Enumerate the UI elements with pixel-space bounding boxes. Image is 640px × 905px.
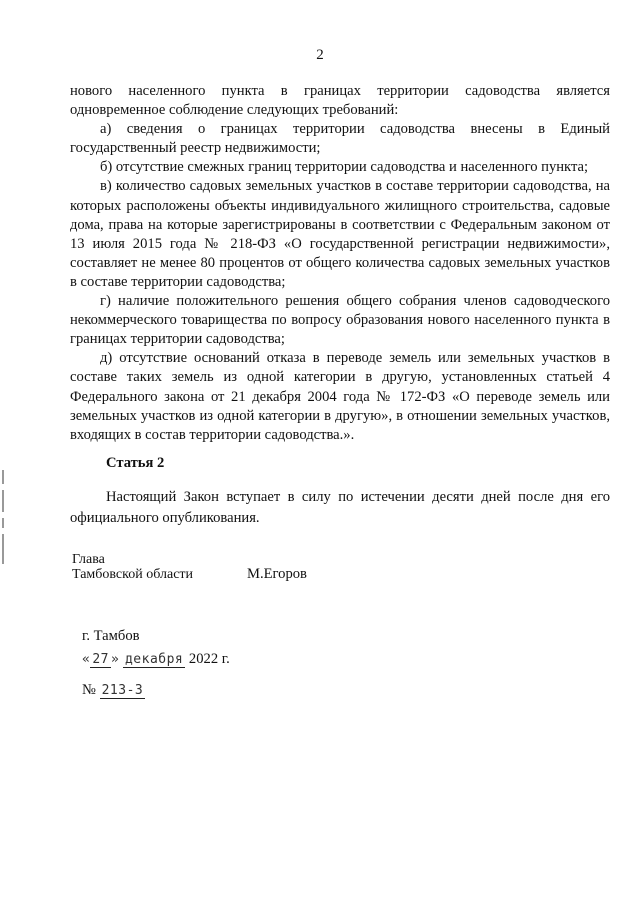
law-number-line bbox=[82, 682, 145, 699]
page-number: 2 bbox=[316, 47, 324, 63]
paragraph-item-a: а) сведения о границах территории садоводства внесены в Единый государственный реестр недвижимости; bbox=[70, 121, 610, 157]
date-year: 2022 г. bbox=[188, 651, 230, 667]
signatory-title: Глава bbox=[72, 552, 105, 567]
signatory-name: М.Егоров bbox=[247, 566, 307, 582]
paragraph-item-d: д) отсутствие оснований отказа в переводе земель или земельных участков в составе таких земель из одной категории в другую, установленных статьей 4 Федерального закона от 21 декабря 2004 года № 172-ФЗ «О переводе земель или земельных участков из одной категории в другую», в отношении земельных участков, входящих в состав территории садоводства.». bbox=[70, 350, 610, 443]
law-body-text bbox=[70, 82, 610, 445]
date-close-quote: » bbox=[110, 652, 120, 667]
date-month: декабря bbox=[124, 652, 184, 667]
signatory-region: Тамбовской области bbox=[72, 567, 194, 582]
article-text: Настоящий Закон вступает в силу по истечении десяти дней после дня его официального опубликования. bbox=[70, 489, 610, 526]
law-number: 213-З bbox=[101, 683, 144, 698]
date-day: 27 bbox=[92, 652, 109, 667]
paragraph-item-g: г) наличие положительного решения общего собрания членов садоводческого некоммерческого товарищества по вопросу образования нового населенного пункта в границах территории садоводства; bbox=[70, 293, 610, 348]
date-open-quote: « bbox=[82, 652, 91, 667]
paragraph-intro: нового населенного пункта в границах территории садоводства является одновременное соблюдение следующих требований: bbox=[70, 83, 610, 119]
paragraph-item-b: б) отсутствие смежных границ территории садоводства и населенного пункта; bbox=[100, 159, 589, 176]
city-line: г. Тамбов bbox=[82, 628, 140, 644]
number-prefix: № bbox=[82, 682, 96, 698]
article-heading: Статья 2 bbox=[106, 455, 165, 471]
scan-edge-marks bbox=[2, 470, 5, 580]
paragraph-item-v: в) количество садовых земельных участков в составе территории садоводства, на которых расположены объекты индивидуального жилищного строительства, садовые дома, права на которые зарегистрированы в соответствии с Федеральным законом от 13 июля 2015 года № 218-ФЗ «О государственной регистрации недвижимости», составляет не менее 80 процентов от общего количества садовых земельных участков в составе территории садоводства; bbox=[70, 178, 610, 290]
date-line bbox=[82, 651, 230, 668]
